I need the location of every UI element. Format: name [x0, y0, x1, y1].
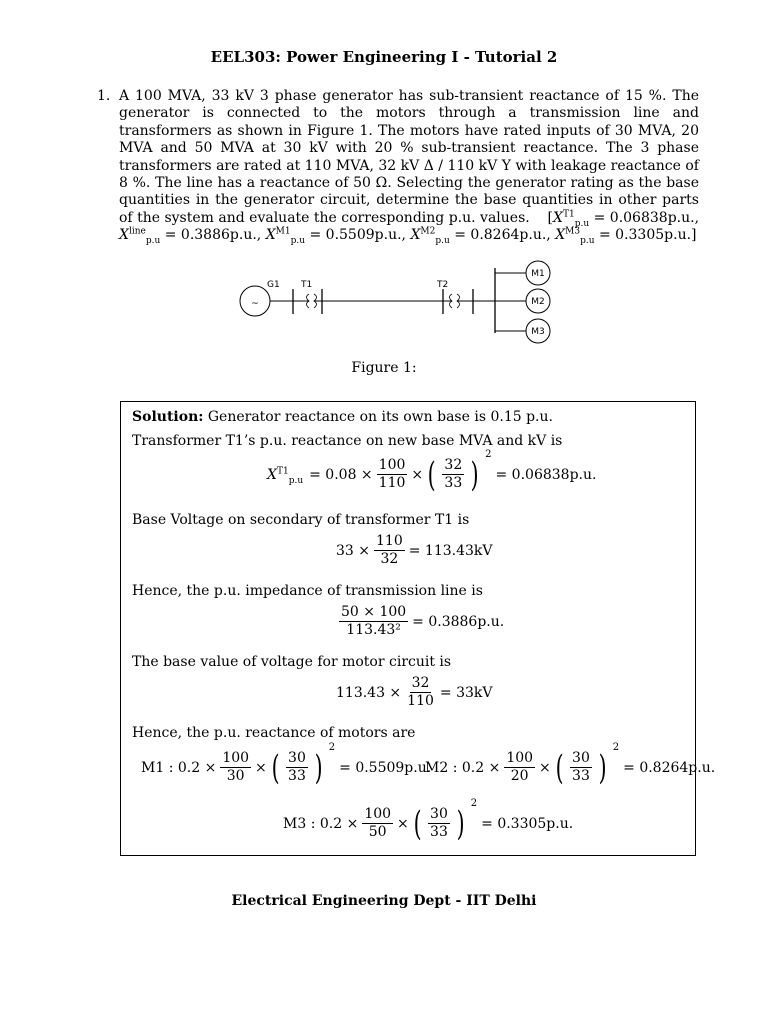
label-t2: T2: [437, 280, 449, 290]
solution-line-1: Solution: Generator reactance on its own base is 0.15 p.u.: [132, 409, 553, 425]
solution-line-3: Base Voltage on secondary of transformer T1 is: [132, 512, 470, 528]
solution-line-2: Transformer T1’s p.u. reactance on new base MVA and kV is: [132, 433, 563, 449]
label-m3: M3: [531, 327, 545, 337]
answer-m2: = 0.8264p.u.,: [454, 227, 551, 244]
label-g1: G1: [267, 280, 280, 290]
answer-list: [$X^{T1}_{p.u} = 0.06838p.u$., $X^{line}_{p.u} = 0.3886p.u$., $X^{M1}_{p.u} = 0.5509p.u$., $X^{M2}_{p.u} = 0.8264p.u$., $X^{M3}_{p.u} = 0.3305p.u$.]: [119, 209, 700, 247]
problem-number: 1.: [97, 88, 111, 104]
equation-transformer-t1: $X^{T1}_{p.u}$ = 0.08 × $\frac{100}{110}$ × ( $\frac{32}{33}$ ) 2 = 0.06838p.u.: [267, 449, 597, 495]
label-m1: M1: [531, 269, 545, 279]
page-footer: Electrical Engineering Dept - IIT Delhi: [231, 893, 537, 909]
page-title: EEL303: Power Engineering I - Tutorial 2: [210, 48, 558, 66]
problem-1: [97, 88, 699, 245]
figure-caption: Figure 1:: [351, 360, 417, 376]
answer-m3: = 0.3305p.u.]: [598, 227, 697, 244]
problem-text: A 100 MVA, 33 kV 3 phase generator has sub-transient reactance of 15 %. The generator is connected to the motors through a transmission line and transformers as shown in Figure 1. The motors have rated inputs of 30 MVA, 20 MVA and 50 MVA at 30 kV with 20 % sub-transient reactance. The 3 phase transformers are rated at 110 MVA, 32 kV Δ / 110 kV Y with leakage reactance of 8 %. The line has a reactance of 50 Ω. Selecting the generator rating as the base quantities in the generator circuit, determine the base quantities in other parts of the system and evaluate the corresponding p.u. values.: [119, 88, 699, 226]
equation-motor-base-voltage: 113.43 × $\frac{32}{110}$ = 33kV: [336, 675, 493, 709]
equation-m3: M3 : 0.2 × $\frac{100}{50}$ × ( $\frac{30}{33}$ ) 2 = 0.3305p.u.: [283, 798, 574, 844]
equation-m1: M1 : 0.2 × $\frac{100}{30}$ × ( $\frac{30}{33}$ ) 2 = 0.5509p.u.: [141, 742, 432, 788]
label-t1: T1: [301, 280, 313, 290]
equation-line-impedance: $\frac{50 \times 100}{\text{113.43²}}$ = 0.3886p.u.: [341, 604, 505, 638]
circuit-diagram: [230, 256, 560, 346]
solution-heading: Solution:: [132, 409, 204, 425]
equation-m2: M2 : 0.2 × $\frac{100}{20}$ × ( $\frac{30}{33}$ ) 2 = 0.8264p.u.: [425, 742, 716, 788]
answer-t1: = 0.06838p.u.,: [593, 209, 700, 226]
solution-box: [120, 401, 716, 856]
answer-line: = 0.3886p.u.,: [164, 227, 262, 244]
answer-m3-symbol: X: [555, 227, 566, 244]
solution-line-5: The base value of voltage for motor circuit is: [132, 654, 452, 670]
solution-line-4: Hence, the p.u. impedance of transmission line is: [132, 583, 483, 599]
answer-m2-symbol: X: [410, 227, 421, 244]
equation-base-voltage: 33 × $\frac{110}{32}$ = 113.43kV: [336, 533, 493, 567]
answer-line-symbol: X: [119, 227, 129, 244]
solution-line-6: Hence, the p.u. reactance of motors are: [132, 725, 416, 741]
answer-m1: = 0.5509p.u.,: [309, 227, 406, 244]
generator-tilde: ~: [251, 299, 259, 309]
answer-m1-symbol: X: [265, 227, 276, 244]
label-m2: M2: [531, 297, 545, 307]
answer-t1-symbol: X: [553, 209, 563, 226]
